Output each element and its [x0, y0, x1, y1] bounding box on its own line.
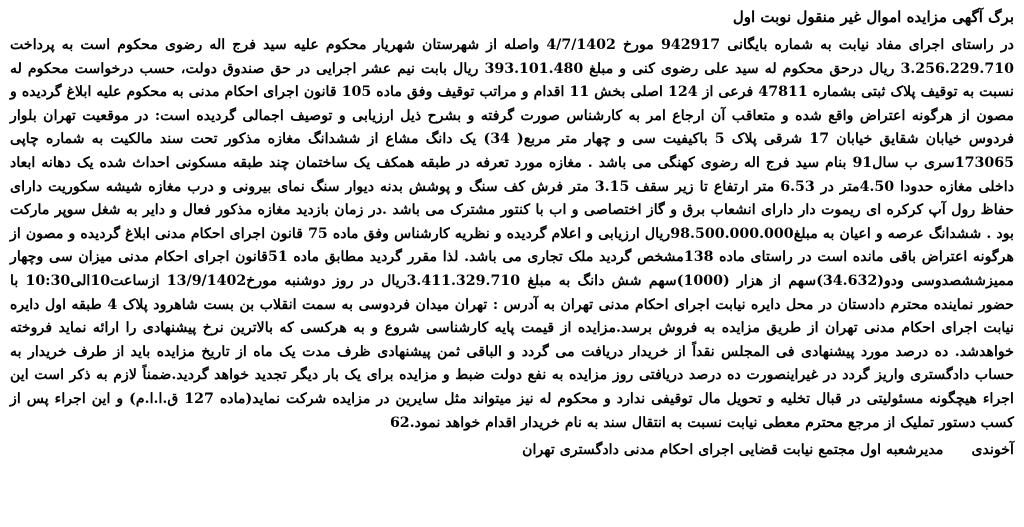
- notice-body: در راستای اجرای مفاد نیابت به شماره بایگانی 942917 مورخ 4/7/1402 واصله از شهرستان شهریار محکوم علیه سید فرج اله رضوی محکوم است به پرداخت 3.256.229.710 ریال درحق محکوم له سید علی رضوی کنی و مبلغ 393.101.480 ریال بابت نیم عشر اجرایی در حق صندوق دولت، حسب درخواست محکوم له نسبت به توقیف پلاک ثبتی بشماره 47811 فرعی از 124 اصلی بخش 11 اقدام و مراتب توقیف وفق ماده 105 قانون اجرای احکام مدنی به محکوم علیه ابلاغ گردیده و مصون از هرگونه اعتراض واقع شده و متعاقب آن ارجاع امر به کارشناس صورت گرفته و بشرح ذیل ارزیابی و توصیف اجمالی گردیده است: در موقعیت تهران بلوار فردوس خیابان شقایق خیابان 17 شرقی پلاک 5 باکیفیت سی و چهار متر مربع( 34) یک دانگ مشاع از ششدانگ مغازه مذکور تحت سند مالکیت به شماره چاپی 173065سری ب سال91 بنام سید فرج اله رضوی کهنگی می باشد . مغازه مورد تعرفه در طبقه همکف یک ساختمان چند طبقه مسکونی احداث شده یک دهانه ابعاد داخلی مغازه حدودا 4.50متر در 6.53 متر ارتفاع تا زیر سقف 3.15 متر فرش کف سنگ و پوشش بدنه دیوار سنگ نمای بیرونی و درب مغازه شیشه سکوریت دارای حفاظ رول آپ کرکره ای ریموت دار دارای انشعاب برق و گاز اختصاصی و اب با کنتور مشترک می باشد .در زمان بازدید مغازه مذکور فعال و دایر به شغل سوپر مارکت بود . ششدانگ عرصه و اعیان به مبلغ98.500.000.000ریال ارزیابی و اعلام گردیده و نظریه کارشناس وفق ماده 75 قانون اجرای احکام مدنی ابلاغ گردیده و مصون از هرگونه اعتراض باقی مانده است در راستای ماده 138مشخص گردید ملک تجاری می باشد. لذا مقرر گردید مطابق ماده 51قانون اجرای احکام مدنی میزان سی وچهار ممیزششصدوسی ودو(34.632)سهم از هزار (1000)سهم شش دانگ به مبلغ 3.411.329.710ریال در روز دوشنبه مورخ13/9/1402 ازساعت10الی10:30 با حضور نماینده محترم دادستان در محل دایره نیابت اجرای احکام مدنی تهران به آدرس : تهران میدان فردوسی به سمت انقلاب بن بست شاهرود پلاک 4 طبقه اول دایره نیابت اجرای احکام مدنی تهران از طریق مزایده به فروش برسد.مزایده از قیمت پایه کارشناسی شروع و به هرکسی که بالاترین نرخ پیشنهادی را ارائه نماید فروخته خواهدشد. ده درصد مورد پیشنهادی فی المجلس نقداً از خریدار دریافت می گردد و الباقی ثمن پیشنهادی ظرف مدت یک ماه از تاریخ مزایده باید از طرف خریدار به حساب دادگستری واریز گردد در غیراینصورت ده درصد دریافتی روز مزایده به نفع دولت ضبط و مزایده برای یک بار دیگر تجدید خواهد گردید.ضمناً لازم به ذکر است این اجراء هیچگونه مسئولیتی در قبال تخلیه و تحویل مال توقیفی ندارد و محکوم له نیز میتواند مثل سایرین در مزایده شرکت نماید(ماده 127 ق.ا.ا.م) و این اجراء پس از کسب دستور تملیک از مرجع محترم معطی نیابت نسبت به انتقال سند به نام خریدار اقدام خواهد نمود.62: [10, 37, 1015, 431]
- signature-name: آخوندی: [971, 442, 1014, 459]
- notice-signature: [10, 439, 1014, 461]
- notice-title: برگ آگهی مزایده اموال غیر منقول نوبت اول: [732, 8, 1014, 26]
- signature-title: مدیرشعبه اول مجتمع نیابت قضایی اجرای احکام مدنی دادگستری تهران: [522, 442, 944, 459]
